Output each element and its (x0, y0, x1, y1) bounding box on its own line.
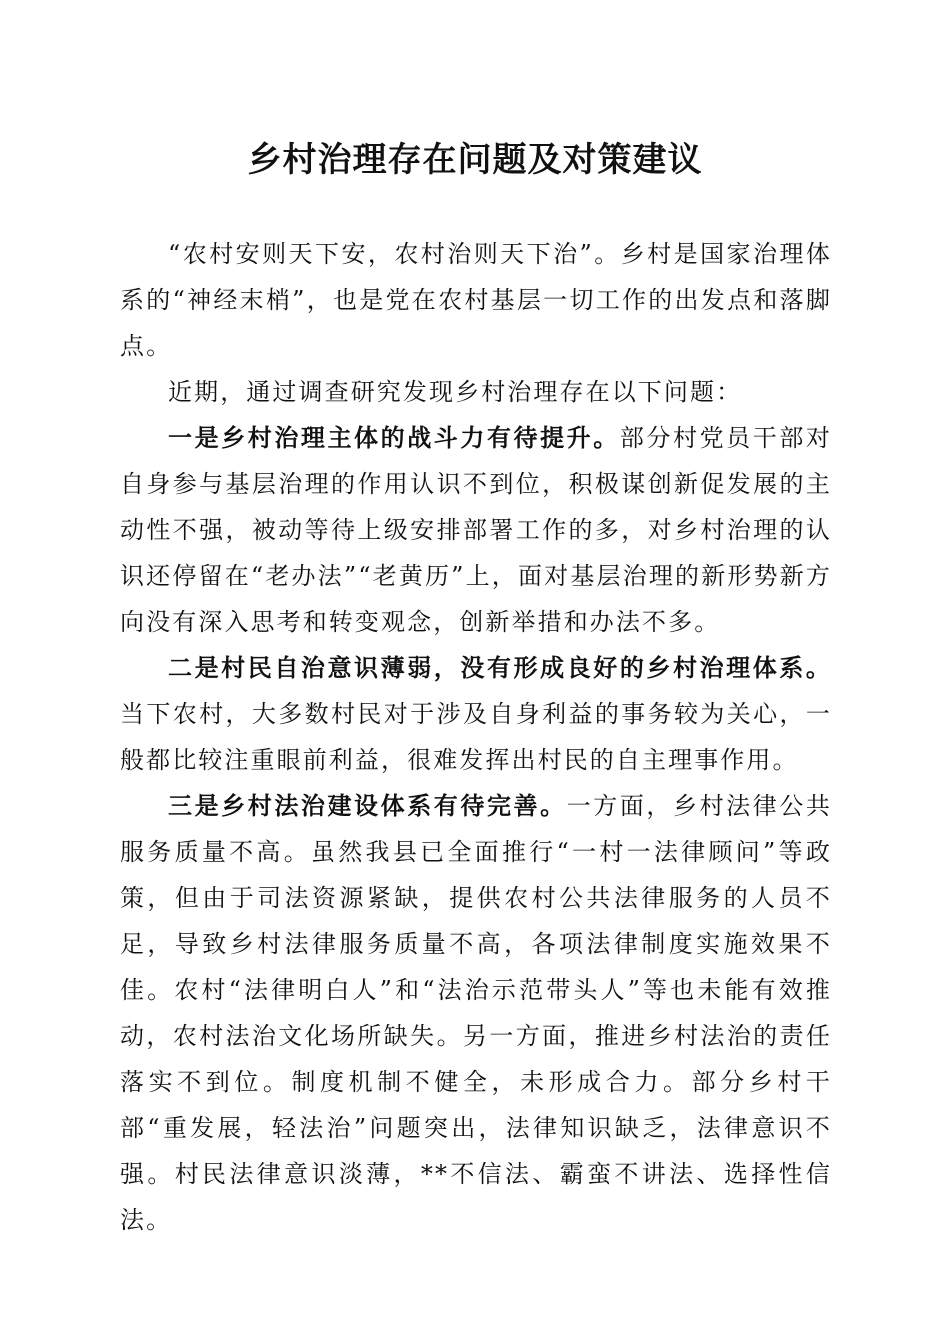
paragraph-1-text: “农村安则天下安，农村治则天下治”。乡村是国家治理体系的“神经末梢”，也是党在农村基层一切工作的出发点和落脚点。 (120, 240, 832, 360)
paragraph-3 (120, 415, 832, 645)
paragraph-5-heading: 三是乡村法治建设体系有待完善。 (168, 791, 567, 820)
paragraph-4-heading: 二是村民自治意识薄弱，没有形成良好的乡村治理体系。 (168, 653, 832, 682)
paragraph-3-text: 部分村党员干部对自身参与基层治理的作用认识不到位，积极谋创新促发展的主动性不强，被动等待上级安排部署工作的多，对乡村治理的认识还停留在“老办法”“老黄历”上，面对基层治理的新形势新方向没有深入思考和转变观念，创新举措和办法不多。 (120, 424, 832, 636)
document-title: 乡村治理存在问题及对策建议 (247, 140, 703, 180)
document-body (120, 231, 832, 1243)
paragraph-4-text: 当下农村，大多数村民对于涉及自身利益的事务较为关心，一般都比较注重眼前利益，很难发挥出村民的自主理事作用。 (120, 700, 832, 774)
paragraph-3-heading: 一是乡村治理主体的战斗力有待提升。 (168, 423, 620, 452)
paragraph-2 (120, 369, 832, 415)
paragraph-5 (120, 783, 832, 1243)
paragraph-5-text: 一方面，乡村法律公共服务质量不高。虽然我县已全面推行“一村一法律顾问”等政策，但由于司法资源紧缺，提供农村公共法律服务的人员不足，导致乡村法律服务质量不高，各项法律制度实施效果不佳。农村“法律明白人”和“法治示范带头人”等也未能有效推动，农村法治文化场所缺失。另一方面，推进乡村法治的责任落实不到位。制度机制不健全，未形成合力。部分乡村干部“重发展，轻法治”问题突出，法律知识缺乏，法律意识不强。村民法律意识淡薄，**不信法、霸蛮不讲法、选择性信法。 (120, 792, 832, 1234)
paragraph-4 (120, 645, 832, 783)
paragraph-1 (120, 231, 832, 369)
paragraph-2-text: 近期，通过调查研究发现乡村治理存在以下问题： (168, 378, 743, 406)
